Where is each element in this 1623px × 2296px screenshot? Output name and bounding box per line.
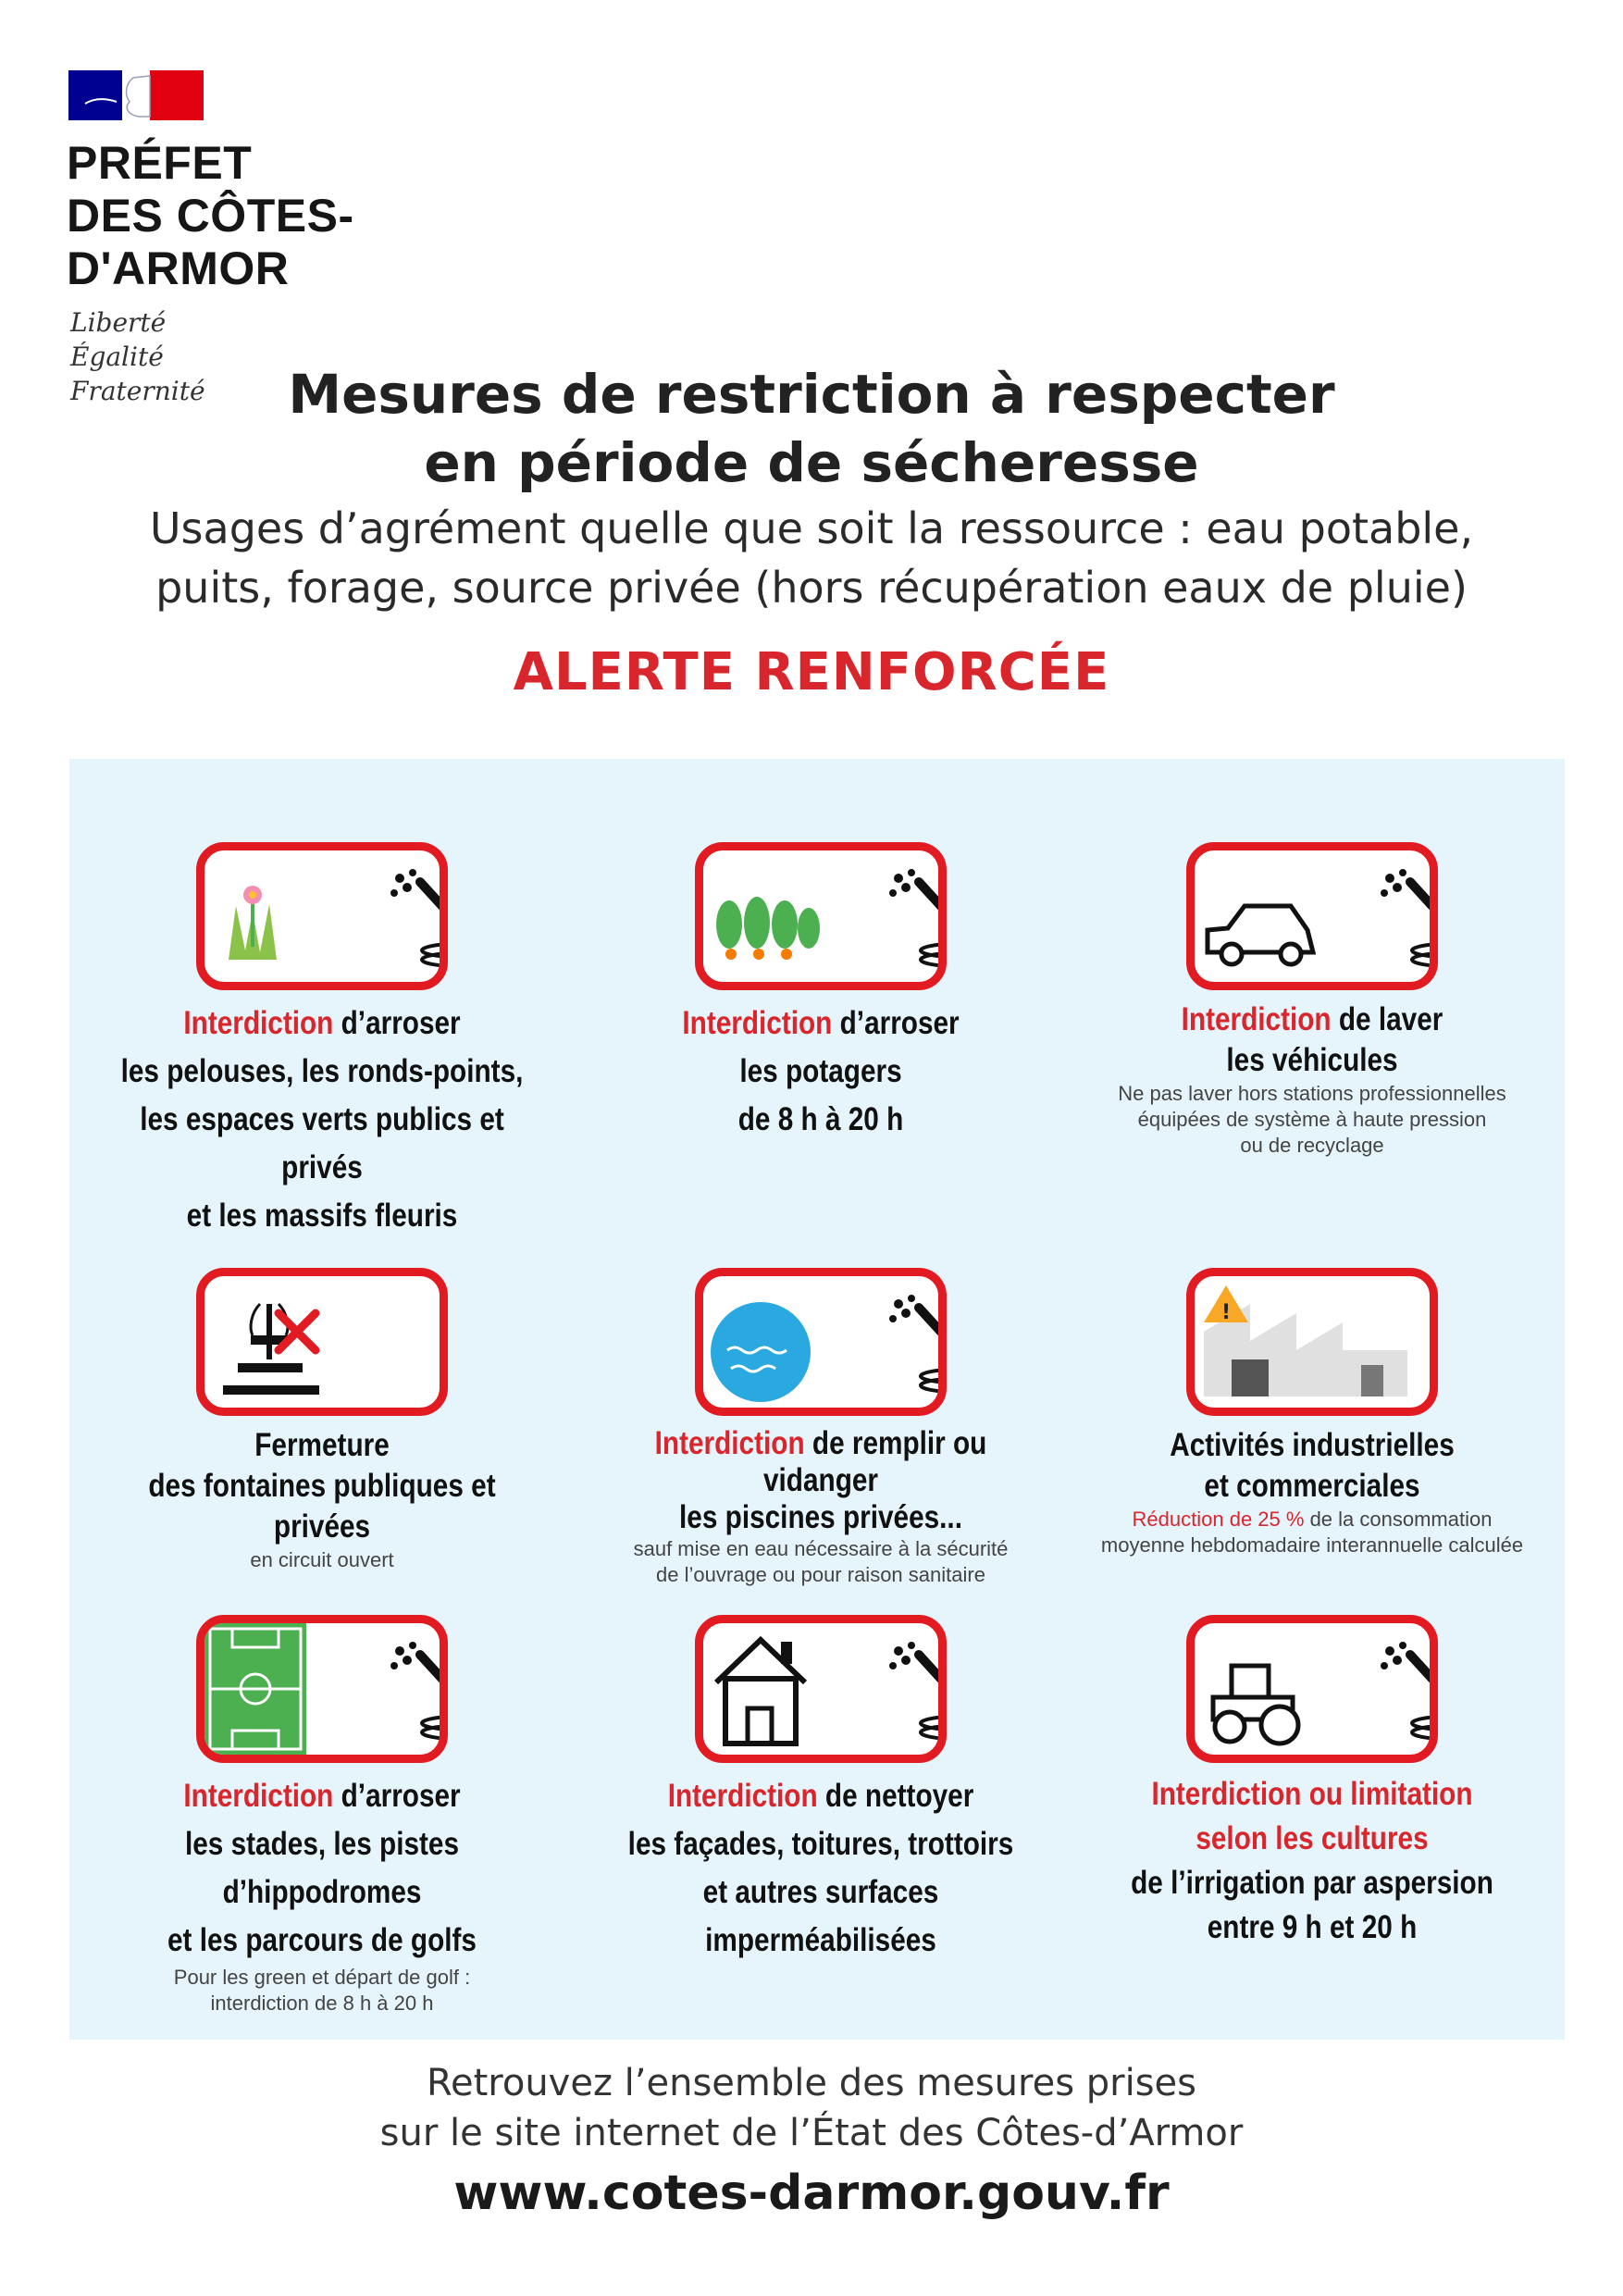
measure-keyword: Interdiction — [183, 1778, 334, 1814]
measure-line: et commerciales — [1204, 1468, 1420, 1504]
measure-keyword: Interdiction — [654, 1425, 805, 1461]
note-line: de l’ouvrage ou pour raison sanitaire — [656, 1563, 985, 1586]
motto-line: Liberté — [70, 307, 167, 338]
measure-keyword: Interdiction — [682, 1005, 833, 1041]
factory-icon — [1186, 1268, 1438, 1416]
measure-text — [118, 1772, 527, 1965]
measure-line: les espaces verts publics et privés — [140, 1101, 504, 1185]
measure-note — [1072, 1507, 1553, 1558]
note-line: moyenne hebdomadaire interannuelle calculée — [1100, 1533, 1524, 1557]
page-title: en période de sécheresse — [424, 431, 1199, 494]
measure-text — [118, 999, 527, 1240]
measure-text — [616, 999, 1025, 1144]
measure-line: les pelouses, les ronds-points, — [120, 1053, 524, 1089]
measure-line: d’arroser — [333, 1778, 461, 1814]
authority-line: PRÉFET — [67, 137, 253, 189]
measure-text — [616, 1772, 1025, 1965]
measure-keyword: Interdiction — [667, 1778, 818, 1814]
measure-keyword: Interdiction ou limitation — [1151, 1776, 1473, 1812]
motto-line: Fraternité — [70, 376, 205, 406]
note-line: ou de recyclage — [1240, 1134, 1384, 1157]
measure-stadiums — [81, 1615, 563, 2017]
measure-irrigation — [1072, 1615, 1553, 1950]
tractor-icon — [1186, 1615, 1438, 1763]
measure-line: les façades, toitures, trottoirs — [627, 1826, 1014, 1862]
measure-line: de remplir ou vidanger — [762, 1425, 987, 1498]
page-title: Mesures de restriction à respecter — [288, 363, 1335, 426]
alert-level: ALERTE RENFORCÉE — [513, 642, 1110, 702]
measure-keyword: Interdiction — [1181, 1001, 1332, 1037]
svg-text:!: ! — [1220, 1301, 1232, 1324]
measure-line: de nettoyer — [817, 1778, 974, 1814]
fountain-icon — [196, 1268, 448, 1416]
measure-line: de 8 h à 20 h — [737, 1101, 904, 1137]
measure-keyword: Interdiction — [183, 1005, 334, 1041]
measure-line: et autres surfaces imperméabilisées — [702, 1874, 939, 1958]
measure-text — [1108, 999, 1517, 1081]
measure-pools — [580, 1268, 1061, 1588]
measure-line: des fontaines publiques et privées — [148, 1468, 496, 1545]
measure-note — [1072, 1081, 1553, 1159]
website-link[interactable]: www.cotes-darmor.gouv.fr — [453, 2166, 1170, 2221]
measure-gardens — [580, 842, 1061, 1144]
measure-line: les potagers — [739, 1053, 902, 1089]
note-line: sauf mise en eau nécessaire à la sécurité — [633, 1537, 1009, 1560]
marianne-logo — [68, 70, 204, 120]
note-line: interdiction de 8 h à 20 h — [210, 1992, 434, 2015]
measure-note — [81, 1965, 563, 2017]
measure-line: de laver — [1331, 1001, 1443, 1037]
measure-line: d’arroser — [832, 1005, 960, 1041]
stadium-icon — [196, 1615, 448, 1763]
measure-line: les véhicules — [1226, 1042, 1398, 1078]
measure-lawns — [81, 842, 563, 1240]
measure-note — [81, 1547, 563, 1573]
authority-line: DES CÔTES- — [67, 190, 354, 242]
car-washing-icon — [1186, 842, 1438, 990]
measure-line: et les parcours de golfs — [167, 1922, 477, 1958]
footer-text: sur le site internet de l’État des Côtes-d’Armor — [379, 2112, 1244, 2154]
measure-line: d’arroser — [333, 1005, 461, 1041]
measure-line: Fermeture — [254, 1427, 390, 1463]
authority-name — [67, 137, 354, 295]
measure-text — [1108, 1425, 1517, 1507]
measure-line: de l’irrigation par aspersion — [1131, 1865, 1493, 1901]
measure-line: et les massifs fleuris — [186, 1198, 458, 1234]
lawn-watering-icon — [196, 842, 448, 990]
measure-text — [616, 1425, 1025, 1536]
note-line: Ne pas laver hors stations professionnelles — [1118, 1082, 1506, 1105]
note-line: de la consommation — [1304, 1508, 1493, 1531]
house-cleaning-icon — [695, 1615, 947, 1763]
measure-keyword: selon les cultures — [1196, 1820, 1429, 1856]
measure-line: les piscines privées... — [679, 1499, 962, 1535]
note-line: Pour les green et départ de golf : — [173, 1966, 471, 1989]
motto-line: Égalité — [70, 341, 164, 372]
note-line: équipées de système à haute pression — [1137, 1108, 1487, 1131]
note-highlight: Réduction de 25 % — [1132, 1508, 1305, 1531]
measure-vehicles — [1072, 842, 1553, 1159]
swimming-pool-icon — [695, 1268, 947, 1416]
measure-industry — [1072, 1268, 1553, 1558]
measure-note — [580, 1536, 1061, 1588]
measure-facades — [580, 1615, 1061, 1965]
vegetable-garden-icon — [695, 842, 947, 990]
note-line: en circuit ouvert — [250, 1548, 394, 1571]
measure-line: les stades, les pistes d’hippodromes — [184, 1826, 460, 1910]
measure-text — [1108, 1772, 1517, 1950]
measure-line: entre 9 h et 20 h — [1207, 1909, 1418, 1945]
measure-fountains — [81, 1268, 563, 1573]
subtitle: puits, forage, source privée (hors récupération eaux de pluie) — [155, 563, 1468, 613]
subtitle: Usages d’agrément quelle que soit la ressource : eau potable, — [149, 503, 1474, 553]
footer-text: Retrouvez l’ensemble des mesures prises — [427, 2062, 1196, 2104]
measure-text — [118, 1425, 527, 1547]
measure-line: Activités industrielles — [1170, 1427, 1455, 1463]
authority-line: D'ARMOR — [67, 242, 290, 294]
